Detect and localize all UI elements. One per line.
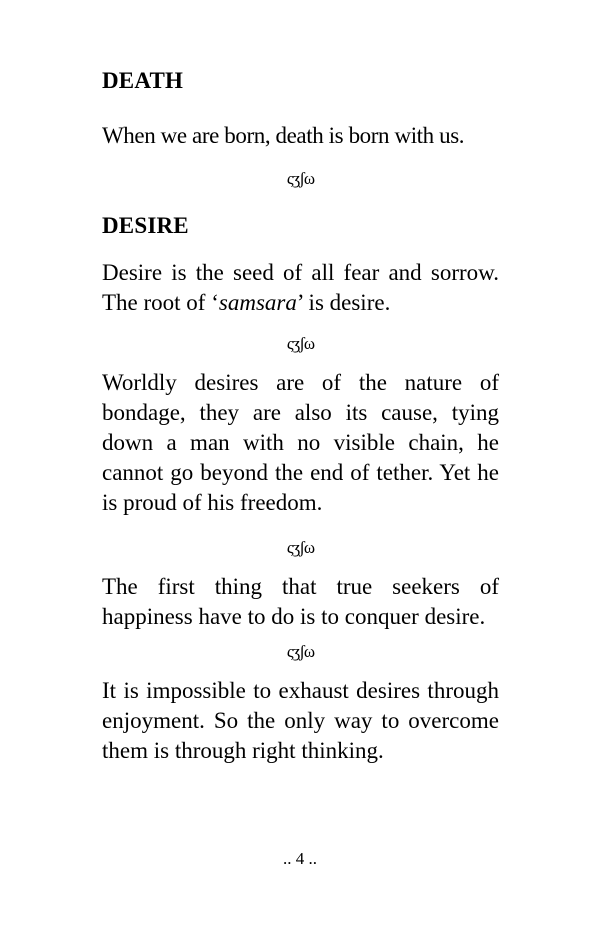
separator-ornament: ςʒʃω: [286, 538, 315, 557]
page-number: .. 4 ..: [283, 849, 317, 868]
samsara-italic: samsara: [218, 290, 297, 315]
heading-death: DEATH: [102, 68, 184, 93]
desire-paragraph-4: It is impossible to exhaust desires through enjoyment. So the only way to overcome them is through right thinking.: [102, 678, 499, 763]
separator-ornament: ςʒʃω: [286, 642, 315, 661]
page-content: [102, 60, 499, 766]
desire-paragraph-3: The first thing that true seekers of happiness have to do is to conquer desire.: [102, 574, 499, 629]
desire-paragraph-2: Worldly desires are of the nature of bondage, they are also its cause, tying down a man with no visible chain, he cannot go beyond the end of tether. Yet he is proud of his freedom.: [102, 370, 499, 515]
heading-desire: DESIRE: [102, 213, 189, 238]
death-text: When we are born, death is born with us.: [102, 123, 465, 148]
desire-paragraph-1: Desire is the seed of all fear and sorrow. The root of ‘samsara’ is desire.: [102, 260, 499, 315]
separator-ornament: ςʒʃω: [286, 169, 315, 188]
separator-ornament: ςʒʃω: [286, 334, 315, 353]
